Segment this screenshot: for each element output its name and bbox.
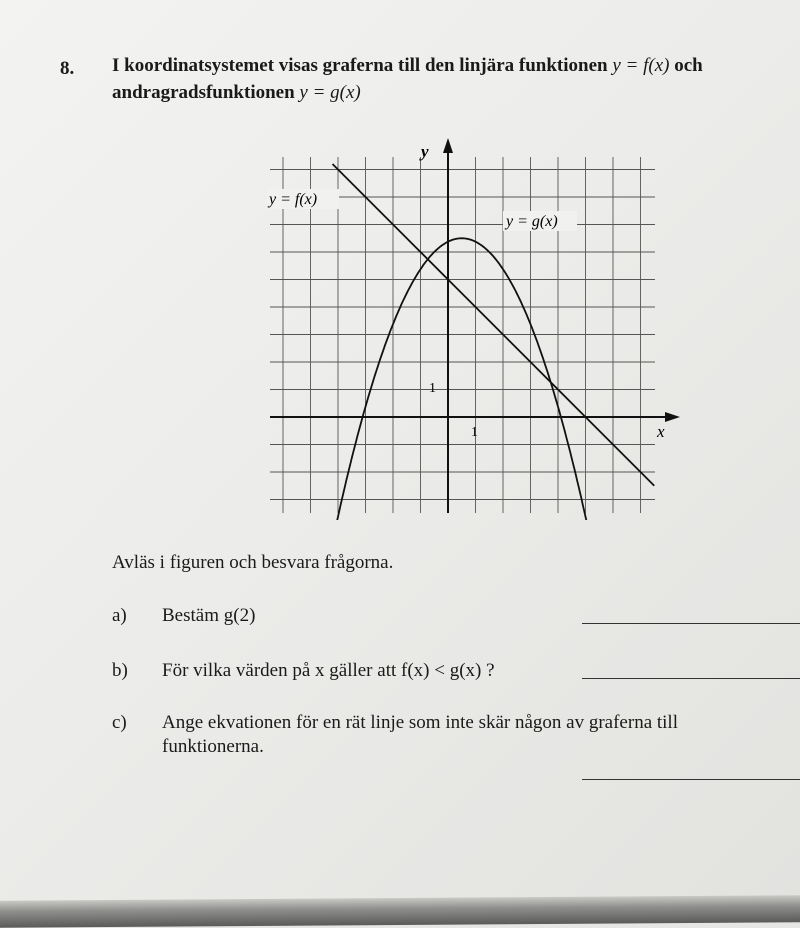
part-a-text: Bestäm g(2) [162,605,256,626]
part-c-label: c) [112,712,127,733]
question-number: 8. [60,58,75,79]
part-c-text [162,711,800,759]
answer-line-c[interactable] [582,779,800,780]
part-c-text-line2: funktionerna. [162,736,264,757]
question-text-och: och [674,55,703,76]
label-g: y = g(x) [506,213,558,230]
x-axis-label: x [657,422,665,441]
instructions: Avläs i figuren och besvara frågorna. [112,552,394,573]
x-tick-label: 1 [471,425,478,440]
label-f: y = f(x) [269,191,318,208]
x-axis-arrow [665,412,680,422]
graph-labels [267,142,665,441]
question-text [112,52,792,106]
coordinate-graph [255,135,685,520]
answer-line-a[interactable] [582,623,800,624]
question-text-line1: I koordinatsystemet visas graferna till den linjära funktionen [112,55,608,76]
page-bottom-edge [0,895,800,928]
part-b-label: b) [112,660,128,681]
y-axis-label: y [421,142,429,161]
f-linear-line [333,164,655,486]
part-a-label: a) [112,605,127,626]
part-b-text: För vilka värden på x gäller att f(x) < g(x) ? [162,660,495,681]
question-math-f: y = f(x) [612,55,670,76]
g-parabola-curve [313,238,602,520]
part-c-text-line1: Ange ekvationen för en rät linje som inte skär någon av graferna till [162,712,678,733]
y-tick-label: 1 [429,381,436,396]
question-math-g: y = g(x) [299,82,361,103]
question-text-line2: andragradsfunktionen [112,82,295,103]
y-axis-arrow [443,138,453,153]
answer-line-b[interactable] [582,678,800,679]
grid [270,157,655,513]
